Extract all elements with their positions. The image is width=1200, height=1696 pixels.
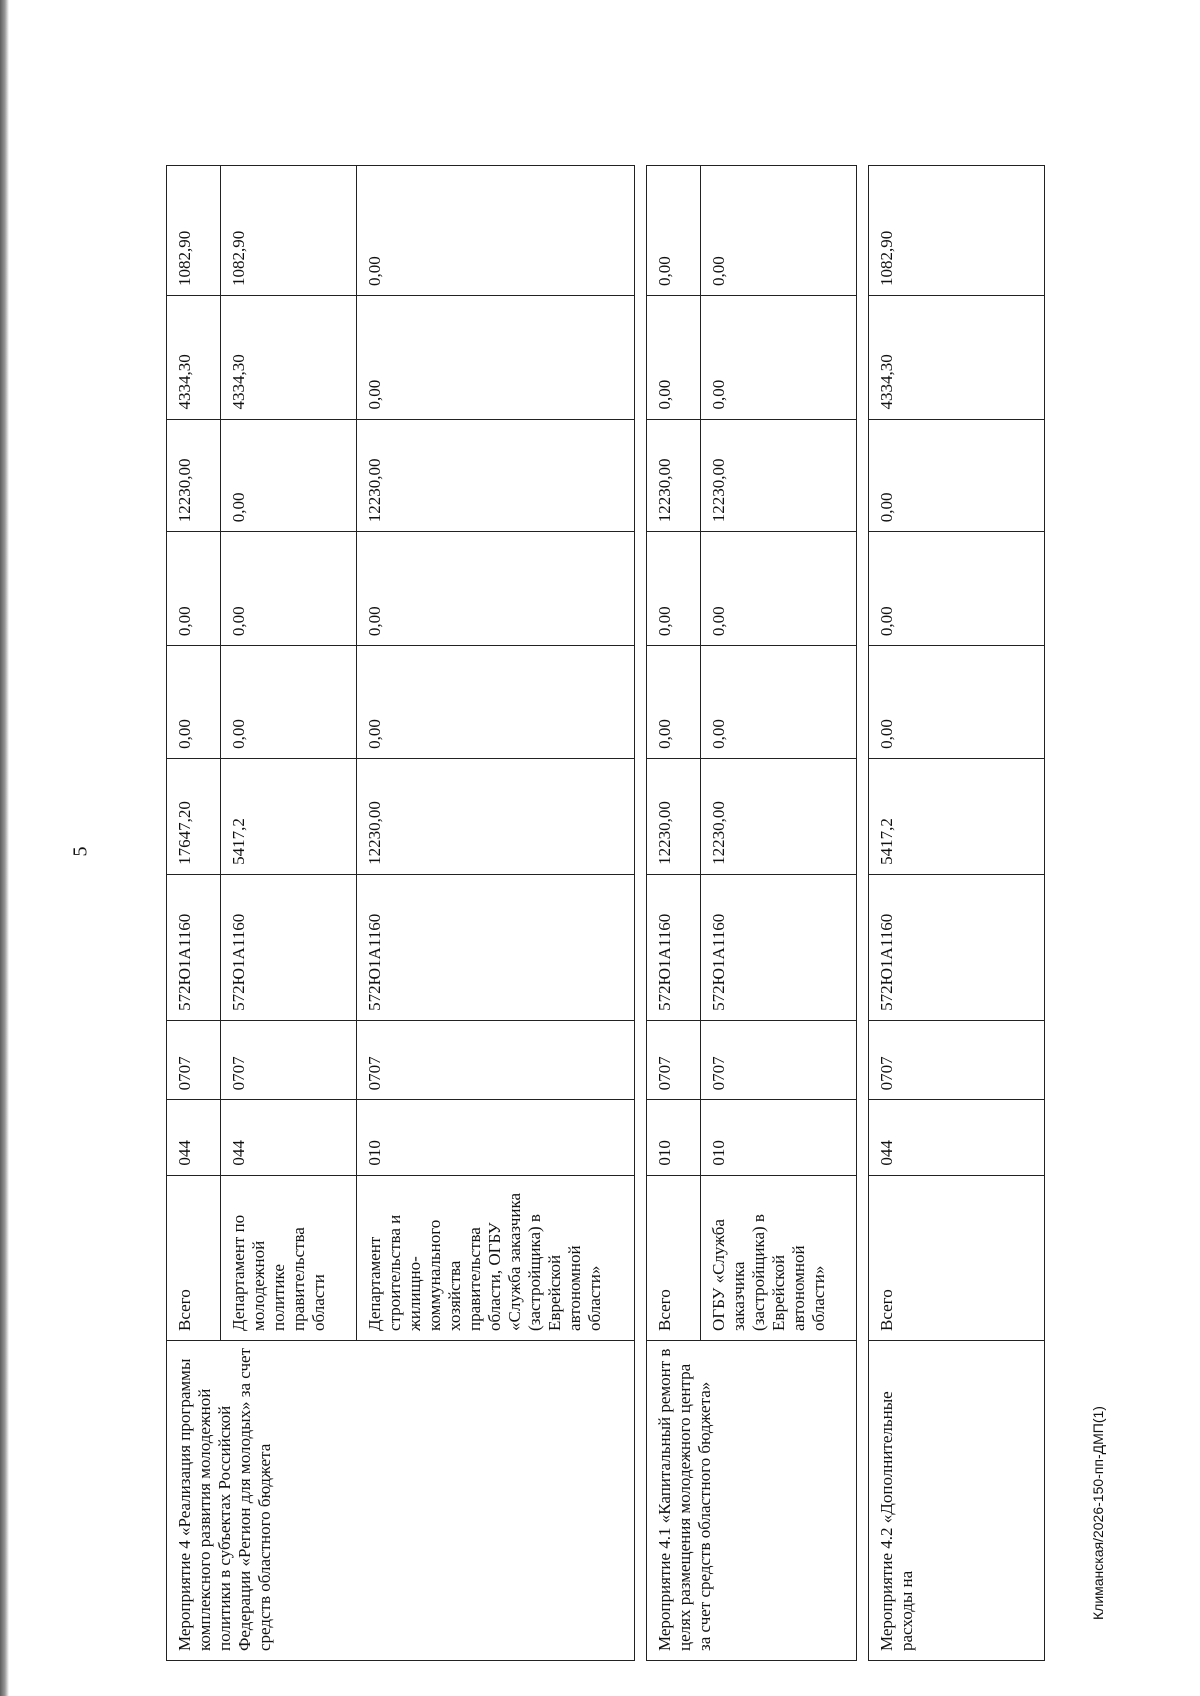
- gap-cell: [857, 166, 869, 1661]
- year-value-cell: 12230,00: [701, 419, 857, 532]
- year-value-cell: 0,00: [167, 646, 221, 759]
- grbs-cell: 010: [357, 1100, 635, 1175]
- csr-cell: 572Ю1А1160: [357, 874, 635, 1020]
- year-value-cell: 1082,90: [167, 166, 221, 296]
- year-value-cell: 12230,00: [357, 419, 635, 532]
- rzpr-cell: 0707: [167, 1020, 221, 1099]
- year-value-cell: 0,00: [647, 532, 701, 646]
- rzpr-cell: 0707: [647, 1020, 701, 1099]
- measure-name-cell: Мероприятие 4 «Реализация программы комплексного развития молодежной политики в субъектах Российской Федерации «Регион для молодых» за счет средств областного бюджета: [167, 1340, 635, 1660]
- year-value-cell: 4334,30: [221, 296, 357, 420]
- year-value-cell: 12230,00: [647, 419, 701, 532]
- year-value-cell: 1082,90: [869, 166, 1045, 296]
- rzpr-cell: 0707: [221, 1020, 357, 1099]
- funding-source-cell: ОГБУ «Служба заказчика (застройщика) в Еврейской автономной области»: [701, 1175, 857, 1340]
- year-value-cell: 0,00: [869, 646, 1045, 759]
- year-value-cell: 0,00: [357, 296, 635, 420]
- year-value-cell: 0,00: [701, 166, 857, 296]
- csr-cell: 572Ю1А1160: [167, 874, 221, 1020]
- rzpr-cell: 0707: [869, 1020, 1045, 1099]
- total-cell: 12230,00: [647, 758, 701, 874]
- total-cell: 5417,2: [221, 758, 357, 874]
- year-value-cell: 4334,30: [869, 296, 1045, 420]
- year-value-cell: 0,00: [869, 419, 1045, 532]
- total-cell: 5417,2: [869, 758, 1045, 874]
- year-value-cell: 1082,90: [221, 166, 357, 296]
- table-section-gap: [857, 166, 869, 1661]
- table-row: [167, 166, 221, 1661]
- year-value-cell: 0,00: [701, 296, 857, 420]
- csr-cell: 572Ю1А1160: [221, 874, 357, 1020]
- year-value-cell: 0,00: [869, 532, 1045, 646]
- grbs-cell: 044: [221, 1100, 357, 1175]
- year-value-cell: 0,00: [221, 419, 357, 532]
- total-cell: 12230,00: [357, 758, 635, 874]
- year-value-cell: 0,00: [647, 166, 701, 296]
- funding-source-cell: Всего: [167, 1175, 221, 1340]
- gap-cell: [635, 166, 647, 1661]
- year-value-cell: 0,00: [357, 646, 635, 759]
- grbs-cell: 044: [167, 1100, 221, 1175]
- funding-table: [166, 165, 1045, 1661]
- total-cell: 17647,20: [167, 758, 221, 874]
- grbs-cell: 010: [701, 1100, 857, 1175]
- year-value-cell: 0,00: [167, 532, 221, 646]
- scan-edge-shadow: [0, 0, 9, 1696]
- year-value-cell: 0,00: [647, 646, 701, 759]
- year-value-cell: 4334,30: [167, 296, 221, 420]
- page-number: 5: [69, 846, 92, 857]
- year-value-cell: 0,00: [357, 532, 635, 646]
- year-value-cell: 12230,00: [167, 419, 221, 532]
- table-row: [869, 166, 1045, 1661]
- rzpr-cell: 0707: [357, 1020, 635, 1099]
- csr-cell: 572Ю1А1160: [701, 874, 857, 1020]
- funding-source-cell: Всего: [647, 1175, 701, 1340]
- funding-source-cell: Всего: [869, 1175, 1045, 1340]
- year-value-cell: 0,00: [647, 296, 701, 420]
- document-registration-code: Климанская/2026-150-пп-ДМП(1): [1090, 1406, 1106, 1620]
- total-cell: 12230,00: [701, 758, 857, 874]
- grbs-cell: 010: [647, 1100, 701, 1175]
- grbs-cell: 044: [869, 1100, 1045, 1175]
- rotated-table-container: [166, 165, 1044, 1661]
- year-value-cell: 0,00: [701, 532, 857, 646]
- table-section-gap: [635, 166, 647, 1661]
- csr-cell: 572Ю1А1160: [869, 874, 1045, 1020]
- year-value-cell: 0,00: [357, 166, 635, 296]
- measure-name-cell: Мероприятие 4.1 «Капитальный ремонт в целях размещения молодежного центра за счет средств областного бюджета»: [647, 1340, 857, 1660]
- year-value-cell: 0,00: [221, 532, 357, 646]
- rzpr-cell: 0707: [701, 1020, 857, 1099]
- table-row: [647, 166, 701, 1661]
- year-value-cell: 0,00: [221, 646, 357, 759]
- measure-name-cell: Мероприятие 4.2 «Дополнительные расходы на: [869, 1340, 1045, 1660]
- funding-source-cell: Департамент строительства и жилищно-коммунального хозяйства правительства области, ОГБУ «Служба заказчика (застройщика) в Еврейской автономной области»: [357, 1175, 635, 1340]
- csr-cell: 572Ю1А1160: [647, 874, 701, 1020]
- funding-source-cell: Департамент по молодежной политике правительства области: [221, 1175, 357, 1340]
- year-value-cell: 0,00: [701, 646, 857, 759]
